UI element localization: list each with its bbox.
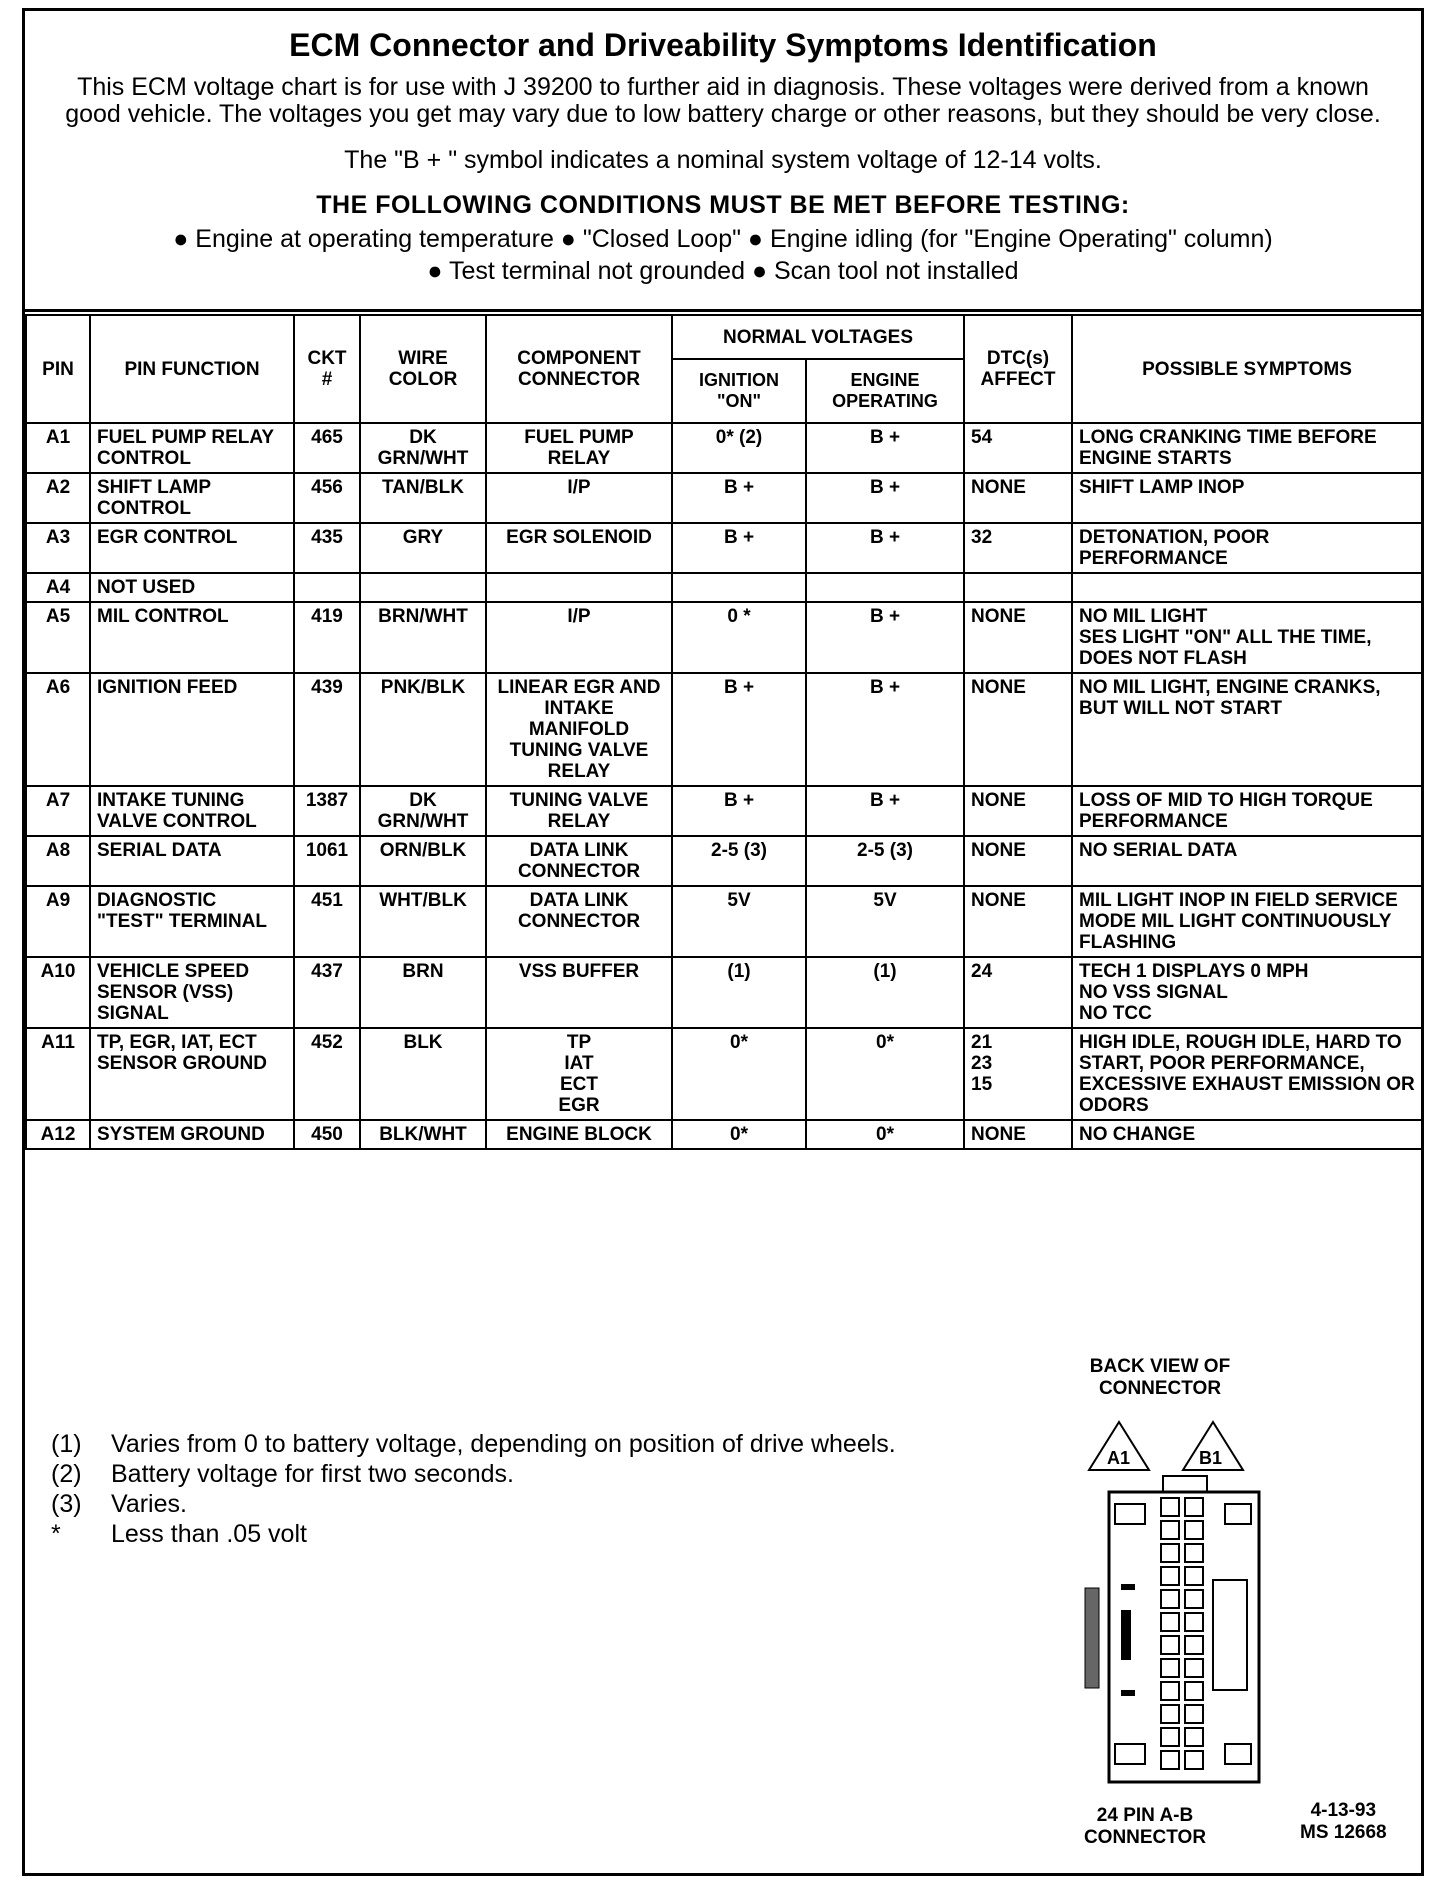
row-dtc: NONE (964, 602, 1072, 673)
row-pin: A9 (26, 886, 90, 957)
connector-pin-cavity (1161, 1705, 1179, 1723)
footnote-key: (3) (51, 1490, 82, 1518)
row-ckt: 452 (294, 1028, 360, 1120)
pin-a1-label: A1 (1107, 1448, 1131, 1468)
row-ckt (294, 573, 360, 602)
row-component: EGR SOLENOID (486, 523, 672, 573)
page-title: ECM Connector and Driveability Symptoms Identification (289, 27, 1157, 63)
header-normal-voltages: NORMAL VOLTAGES (672, 315, 964, 359)
header-ckt: CKT # (294, 315, 360, 423)
header-component: COMPONENT CONNECTOR (486, 315, 672, 423)
row-engine-operating (806, 573, 964, 602)
row-ignition-on: B + (672, 673, 806, 786)
row-engine-operating: B + (806, 602, 964, 673)
connector-diagram (1065, 1356, 1305, 1866)
row-pin: A4 (26, 573, 90, 602)
row-symptoms: TECH 1 DISPLAYS 0 MPH NO VSS SIGNAL NO TCC (1072, 957, 1422, 1028)
footnote (51, 1519, 896, 1549)
row-engine-operating: B + (806, 523, 964, 573)
row-ckt: 439 (294, 673, 360, 786)
row-engine-operating: 2-5 (3) (806, 836, 964, 886)
row-component (486, 573, 672, 602)
doc-date: 4-13-93 (1310, 1800, 1377, 1821)
row-wire-color: PNK/BLK (360, 673, 486, 786)
row-ckt: 1387 (294, 786, 360, 836)
connector-pin-cavity (1161, 1751, 1179, 1769)
connector-pin-cavity (1185, 1682, 1203, 1700)
row-function: DIAGNOSTIC "TEST" TERMINAL (90, 886, 294, 957)
row-symptoms (1072, 573, 1422, 602)
footnote-text: Varies from 0 to battery voltage, depending on position of drive wheels. (111, 1430, 896, 1458)
table-row (26, 573, 1422, 602)
row-wire-color: DK GRN/WHT (360, 786, 486, 836)
row-ckt: 437 (294, 957, 360, 1028)
row-engine-operating: 0* (806, 1120, 964, 1149)
row-ignition-on: B + (672, 523, 806, 573)
diagram-top-label: BACK VIEW OF CONNECTOR (1089, 1356, 1231, 1399)
row-dtc: 24 (964, 957, 1072, 1028)
row-dtc: NONE (964, 786, 1072, 836)
conditions-line-2: ● Test terminal not grounded ● Scan tool not installed (427, 257, 1019, 285)
row-component: DATA LINK CONNECTOR (486, 836, 672, 886)
row-function: EGR CONTROL (90, 523, 294, 573)
voltage-table-wrap (25, 314, 1421, 1150)
footnote (51, 1489, 896, 1519)
table-row (26, 602, 1422, 673)
pin-b1-label: B1 (1199, 1448, 1223, 1468)
row-wire-color: BRN (360, 957, 486, 1028)
row-dtc (964, 573, 1072, 602)
row-pin: A11 (26, 1028, 90, 1120)
row-dtc: NONE (964, 473, 1072, 523)
header-wire-color: WIRE COLOR (360, 315, 486, 423)
row-symptoms: LONG CRANKING TIME BEFORE ENGINE STARTS (1072, 423, 1422, 473)
chart-sheet (22, 8, 1424, 1876)
row-ignition-on: 0* (672, 1028, 806, 1120)
connector-pin-cavity (1185, 1567, 1203, 1585)
header-dtc: DTC(s) AFFECT (964, 315, 1072, 423)
row-function: MIL CONTROL (90, 602, 294, 673)
row-component: FUEL PUMP RELAY (486, 423, 672, 473)
connector-pin-cavity (1161, 1498, 1179, 1516)
conditions-heading: THE FOLLOWING CONDITIONS MUST BE MET BEFORE TESTING: (316, 191, 1130, 219)
header-pin: PIN (26, 315, 90, 423)
row-engine-operating: B + (806, 673, 964, 786)
row-dtc: NONE (964, 1120, 1072, 1149)
row-ckt: 450 (294, 1120, 360, 1149)
row-pin: A5 (26, 602, 90, 673)
connector-pin-cavity (1185, 1498, 1203, 1516)
row-symptoms: NO MIL LIGHT, ENGINE CRANKS, BUT WILL NOT START (1072, 673, 1422, 786)
row-component: TP IAT ECT EGR (486, 1028, 672, 1120)
row-component: I/P (486, 473, 672, 523)
doc-code: MS 12668 (1300, 1822, 1387, 1843)
connector-pin-cavity (1185, 1728, 1203, 1746)
voltage-table (25, 314, 1423, 1150)
row-pin: A6 (26, 673, 90, 786)
row-wire-color: WHT/BLK (360, 886, 486, 957)
table-row (26, 473, 1422, 523)
row-function: FUEL PUMP RELAY CONTROL (90, 423, 294, 473)
row-ckt: 451 (294, 886, 360, 957)
row-ckt: 1061 (294, 836, 360, 886)
chart-header (25, 11, 1421, 312)
document-id (1300, 1800, 1387, 1844)
row-ignition-on: 0* (672, 1120, 806, 1149)
row-dtc: 32 (964, 523, 1072, 573)
row-ignition-on (672, 573, 806, 602)
header-function: PIN FUNCTION (90, 315, 294, 423)
row-dtc: 54 (964, 423, 1072, 473)
connector-pin-cavity (1185, 1521, 1203, 1539)
row-function: TP, EGR, IAT, ECT SENSOR GROUND (90, 1028, 294, 1120)
row-component: I/P (486, 602, 672, 673)
row-pin: A8 (26, 836, 90, 886)
footnote-text: Varies. (111, 1490, 187, 1518)
table-row (26, 1120, 1422, 1149)
row-symptoms: NO MIL LIGHT SES LIGHT "ON" ALL THE TIME, DOES NOT FLASH (1072, 602, 1422, 673)
row-ckt: 465 (294, 423, 360, 473)
row-wire-color: BRN/WHT (360, 602, 486, 673)
row-wire-color (360, 573, 486, 602)
row-engine-operating: 0* (806, 1028, 964, 1120)
row-wire-color: BLK (360, 1028, 486, 1120)
row-wire-color: TAN/BLK (360, 473, 486, 523)
row-function: IGNITION FEED (90, 673, 294, 786)
row-wire-color: DK GRN/WHT (360, 423, 486, 473)
row-function: SERIAL DATA (90, 836, 294, 886)
connector-pin-cavity (1185, 1636, 1203, 1654)
row-function: VEHICLE SPEED SENSOR (VSS) SIGNAL (90, 957, 294, 1028)
row-symptoms: MIL LIGHT INOP IN FIELD SERVICE MODE MIL LIGHT CONTINUOUSLY FLASHING (1072, 886, 1422, 957)
row-symptoms: SHIFT LAMP INOP (1072, 473, 1422, 523)
row-wire-color: BLK/WHT (360, 1120, 486, 1149)
connector-pin-cavity (1161, 1613, 1179, 1631)
row-engine-operating: (1) (806, 957, 964, 1028)
row-symptoms: NO CHANGE (1072, 1120, 1422, 1149)
row-ignition-on: (1) (672, 957, 806, 1028)
row-pin: A3 (26, 523, 90, 573)
connector-pin-cavity (1161, 1590, 1179, 1608)
row-pin: A1 (26, 423, 90, 473)
row-dtc: 21 23 15 (964, 1028, 1072, 1120)
row-symptoms: HIGH IDLE, ROUGH IDLE, HARD TO START, POOR PERFORMANCE, EXCESSIVE EXHAUST EMISSION OR ODORS (1072, 1028, 1422, 1120)
row-component: LINEAR EGR AND INTAKE MANIFOLD TUNING VALVE RELAY (486, 673, 672, 786)
table-row (26, 886, 1422, 957)
footnote-key: (1) (51, 1430, 82, 1458)
table-row (26, 673, 1422, 786)
header-symptoms: POSSIBLE SYMPTOMS (1072, 315, 1422, 423)
footnote-key: * (51, 1520, 61, 1548)
row-component: TUNING VALVE RELAY (486, 786, 672, 836)
row-ignition-on: B + (672, 786, 806, 836)
footnote-key: (2) (51, 1460, 82, 1488)
row-symptoms: LOSS OF MID TO HIGH TORQUE PERFORMANCE (1072, 786, 1422, 836)
connector-pin-cavity (1161, 1544, 1179, 1562)
row-dtc: NONE (964, 886, 1072, 957)
row-ckt: 456 (294, 473, 360, 523)
row-ignition-on: 0 * (672, 602, 806, 673)
row-ckt: 419 (294, 602, 360, 673)
row-ignition-on: B + (672, 473, 806, 523)
table-row (26, 836, 1422, 886)
connector-pin-cavity (1161, 1682, 1179, 1700)
row-symptoms: DETONATION, POOR PERFORMANCE (1072, 523, 1422, 573)
row-component: VSS BUFFER (486, 957, 672, 1028)
row-pin: A2 (26, 473, 90, 523)
row-pin: A7 (26, 786, 90, 836)
connector-pin-cavity (1185, 1751, 1203, 1769)
connector-pin-cavity (1161, 1521, 1179, 1539)
row-wire-color: ORN/BLK (360, 836, 486, 886)
header-ignition-on: IGNITION "ON" (672, 359, 806, 423)
header-engine-operating: ENGINE OPERATING (806, 359, 964, 423)
connector-pin-cavity (1185, 1659, 1203, 1677)
row-function: SHIFT LAMP CONTROL (90, 473, 294, 523)
connector-pin-cavity (1161, 1636, 1179, 1654)
row-ckt: 435 (294, 523, 360, 573)
row-dtc: NONE (964, 836, 1072, 886)
row-engine-operating: B + (806, 473, 964, 523)
row-function: NOT USED (90, 573, 294, 602)
connector-pin-cavity (1161, 1567, 1179, 1585)
table-row (26, 786, 1422, 836)
footnotes (51, 1429, 896, 1549)
row-engine-operating: 5V (806, 886, 964, 957)
row-ignition-on: 0* (2) (672, 423, 806, 473)
row-pin: A10 (26, 957, 90, 1028)
row-dtc: NONE (964, 673, 1072, 786)
row-ignition-on: 2-5 (3) (672, 836, 806, 886)
row-function: SYSTEM GROUND (90, 1120, 294, 1149)
footnote-text: Battery voltage for first two seconds. (111, 1460, 514, 1488)
table-row (26, 423, 1422, 473)
connector-drawing (1065, 1400, 1305, 1820)
table-row (26, 523, 1422, 573)
bplus-note: The "B + " symbol indicates a nominal system voltage of 12-14 volts. (344, 146, 1102, 174)
connector-pin-cavity (1161, 1728, 1179, 1746)
connector-pin-cavity (1185, 1705, 1203, 1723)
connector-pin-cavity (1161, 1659, 1179, 1677)
row-function: INTAKE TUNING VALVE CONTROL (90, 786, 294, 836)
row-engine-operating: B + (806, 423, 964, 473)
connector-pin-cavity (1185, 1590, 1203, 1608)
row-pin: A12 (26, 1120, 90, 1149)
intro-text: This ECM voltage chart is for use with J 39200 to further aid in diagnosis. These voltages were derived from a known good vehicle. The voltages you get may vary due to low battery charge or other reasons, but they should be very close. (65, 73, 1381, 128)
row-wire-color: GRY (360, 523, 486, 573)
footnote (51, 1459, 896, 1489)
table-row (26, 957, 1422, 1028)
row-component: ENGINE BLOCK (486, 1120, 672, 1149)
footnote (51, 1429, 896, 1459)
footnote-text: Less than .05 volt (111, 1520, 307, 1548)
connector-pin-cavity (1185, 1544, 1203, 1562)
row-component: DATA LINK CONNECTOR (486, 886, 672, 957)
conditions-line-1: ● Engine at operating temperature ● "Closed Loop" ● Engine idling (for "Engine Operating" column) (173, 225, 1273, 253)
row-engine-operating: B + (806, 786, 964, 836)
connector-pin-cavity (1185, 1613, 1203, 1631)
row-ignition-on: 5V (672, 886, 806, 957)
row-symptoms: NO SERIAL DATA (1072, 836, 1422, 886)
diagram-bottom-label: 24 PIN A-B CONNECTOR (1083, 1805, 1207, 1848)
table-row (26, 1028, 1422, 1120)
